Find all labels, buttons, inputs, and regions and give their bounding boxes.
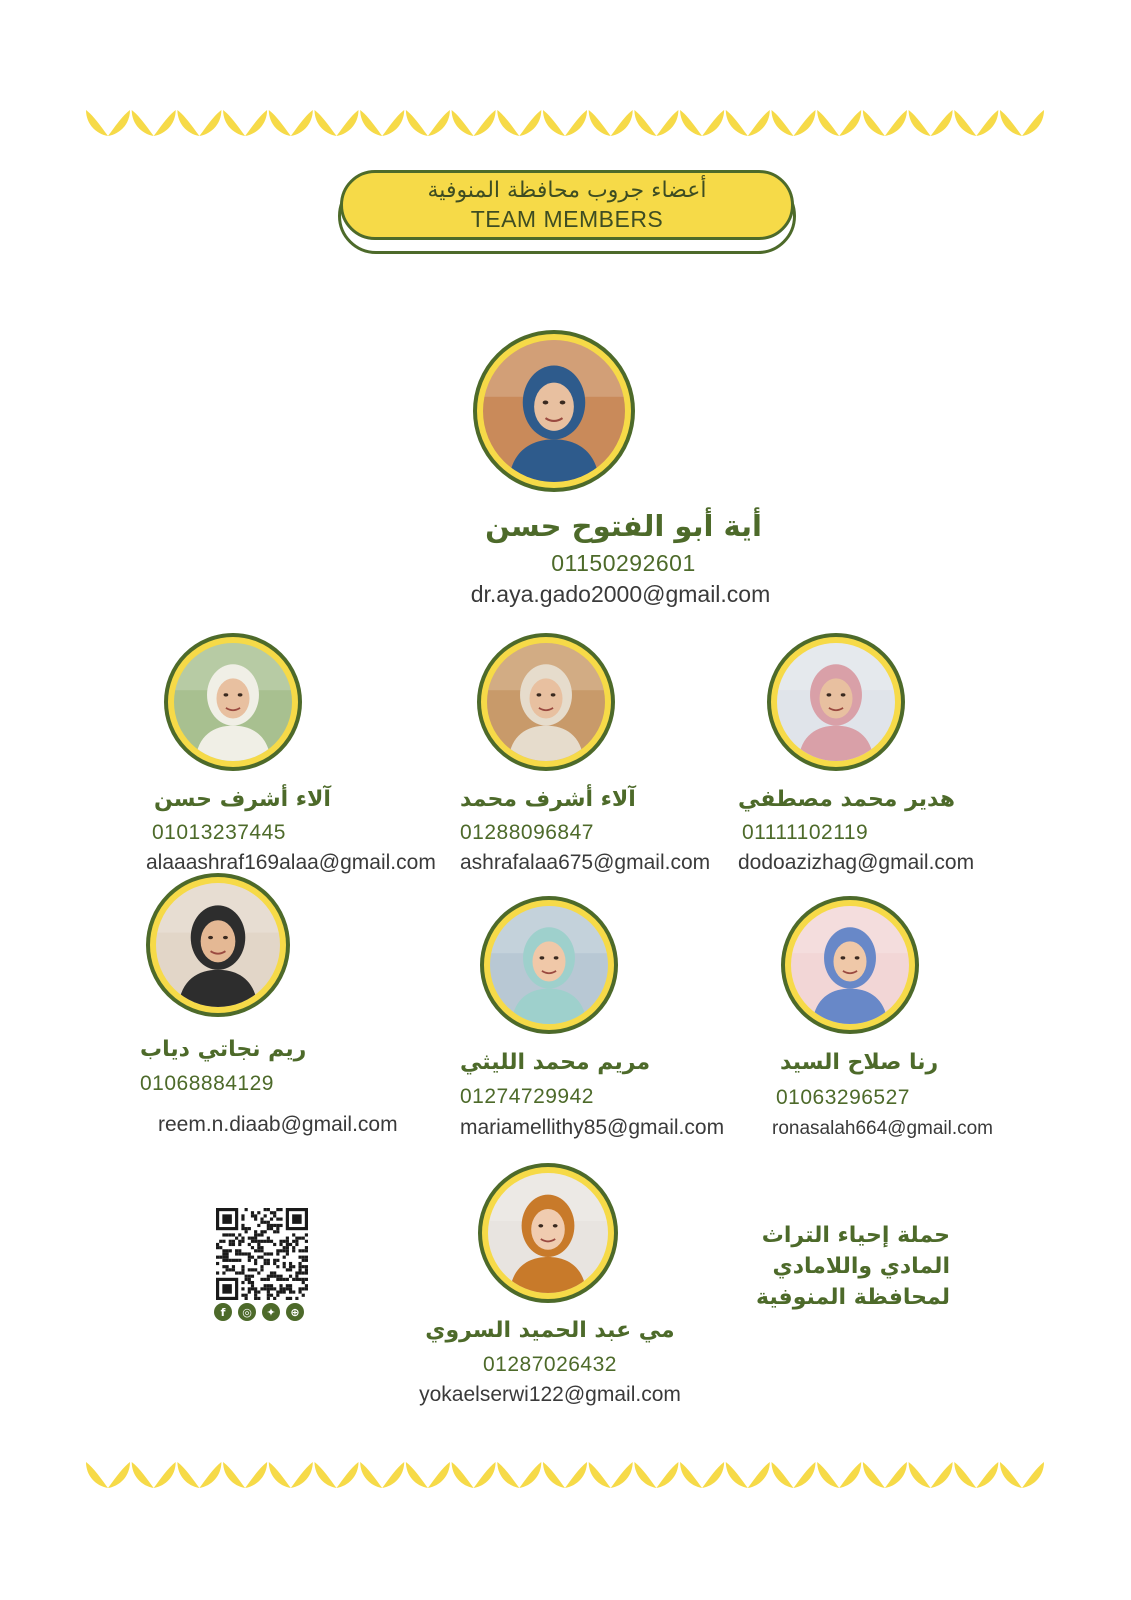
member-email: mariamellithy85@gmail.com [460,1116,725,1139]
leaf-ornament [177,110,221,136]
leaf-ornament [452,1462,496,1488]
leaf-ornament [634,110,678,136]
member-phone: 01274729942 [460,1085,594,1108]
portrait-image [791,906,909,1024]
twitter-icon[interactable]: ✦ [262,1303,280,1321]
leaf-ornament [589,1462,633,1488]
leaf-ornament [315,110,359,136]
member-email: dodoazizhag@gmail.com [738,851,975,874]
campaign-slogan [740,1220,950,1313]
leaf-ornament [543,1462,587,1488]
leaf-ornament [909,1462,953,1488]
member-phone: 01288096847 [460,821,594,844]
member-photo-3 [767,633,905,771]
leaf-ornament [863,1462,907,1488]
member-phone: 01111102119 [742,821,869,844]
leaf-ornament [452,110,496,136]
member-name: ريم نجاتي دياب [140,1037,307,1062]
member-phone: 01287026432 [483,1353,617,1376]
leaf-ornament [634,1462,678,1488]
leaf-ornament [132,110,176,136]
leaf-ornament [360,1462,404,1488]
bottom-leaf-border [86,1458,1046,1492]
member-name: هدير محمد مصطفي [738,787,955,812]
qr-code[interactable] [216,1208,308,1300]
leaf-ornament [86,110,130,136]
leaf-ornament [954,1462,998,1488]
leaf-ornament [909,110,953,136]
member-email: ronasalah664@gmail.com [772,1118,994,1139]
member-photo-2 [477,633,615,771]
member-email: alaaashraf169alaa@gmail.com [146,851,436,874]
member-card-2 [460,782,730,878]
portrait-image [777,643,895,761]
portrait-image [156,883,280,1007]
member-photo-1 [164,633,302,771]
title-banner [338,170,800,256]
member-phone: 01068884129 [140,1072,274,1095]
member-email: yokaelserwi122@gmail.com [419,1383,681,1406]
leader-photo [473,330,635,492]
leaf-ornament [360,110,404,136]
slogan-line-1: حملة إحياء التراث [761,1223,950,1248]
leaf-ornament [726,110,770,136]
leaf-ornament [223,1462,267,1488]
leaf-ornament [406,110,450,136]
member-email: reem.n.diaab@gmail.com [158,1113,398,1136]
leaf-ornament [315,1462,359,1488]
instagram-icon[interactable]: ◎ [238,1303,256,1321]
leaf-ornament [269,1462,313,1488]
leaf-ornament [772,1462,816,1488]
title-arabic: أعضاء جروب محافظة المنوفية [427,178,707,203]
leaf-ornament [680,1462,724,1488]
member-card-7 [400,1313,700,1409]
leaf-ornament [1000,110,1044,136]
facebook-icon[interactable]: f [214,1303,232,1321]
leaf-ornament [406,1462,450,1488]
leaf-ornament [863,110,907,136]
member-email: ashrafalaa675@gmail.com [460,851,711,874]
leaf-ornament [177,1462,221,1488]
member-card-5 [460,1045,750,1143]
portrait-image [487,643,605,761]
portrait-image [488,1173,608,1293]
slogan-line-2: المادي واللامادي [772,1254,950,1279]
leaf-ornament [543,110,587,136]
social-links [214,1303,304,1321]
leaf-ornament [817,110,861,136]
leaf-ornament [86,1462,130,1488]
member-name: أية أبو الفتوح حسن [485,509,762,543]
member-card-4 [140,1032,430,1140]
portrait-image [490,906,608,1024]
title-english: TEAM MEMBERS [470,206,664,232]
leaf-ornament [589,110,633,136]
member-card-1 [146,782,456,878]
member-email: dr.aya.gado2000@gmail.com [470,581,771,607]
member-card-3 [738,782,1008,878]
member-photo-4 [146,873,290,1017]
member-card-6 [772,1045,1032,1143]
leaf-ornament [954,110,998,136]
member-name: رنا صلاح السيد [780,1050,939,1075]
member-photo-7 [478,1163,618,1303]
member-name: مريم محمد الليثي [460,1050,651,1075]
member-photo-5 [480,896,618,1034]
top-leaf-border [86,106,1046,140]
leaf-ornament [680,110,724,136]
leaf-ornament [772,110,816,136]
leader-card [0,505,1131,609]
leaf-ornament [726,1462,770,1488]
portrait-image [483,340,625,482]
globe-icon[interactable]: ⊕ [286,1303,304,1321]
slogan-line-3: لمحافظة المنوفية [755,1285,950,1310]
leaf-ornament [817,1462,861,1488]
leaf-ornament [223,110,267,136]
leaf-ornament [269,110,313,136]
leaf-ornament [497,110,541,136]
member-phone: 01063296527 [776,1086,910,1109]
member-name: آلاء أشرف محمد [460,787,636,812]
leaf-ornament [497,1462,541,1488]
leaf-ornament [132,1462,176,1488]
member-name: مي عبد الحميد السروي [425,1318,675,1343]
member-photo-6 [781,896,919,1034]
member-name: آلاء أشرف حسن [154,787,331,812]
leaf-ornament [1000,1462,1044,1488]
member-phone: 01150292601 [551,550,696,576]
member-phone: 01013237445 [152,821,286,844]
portrait-image [174,643,292,761]
